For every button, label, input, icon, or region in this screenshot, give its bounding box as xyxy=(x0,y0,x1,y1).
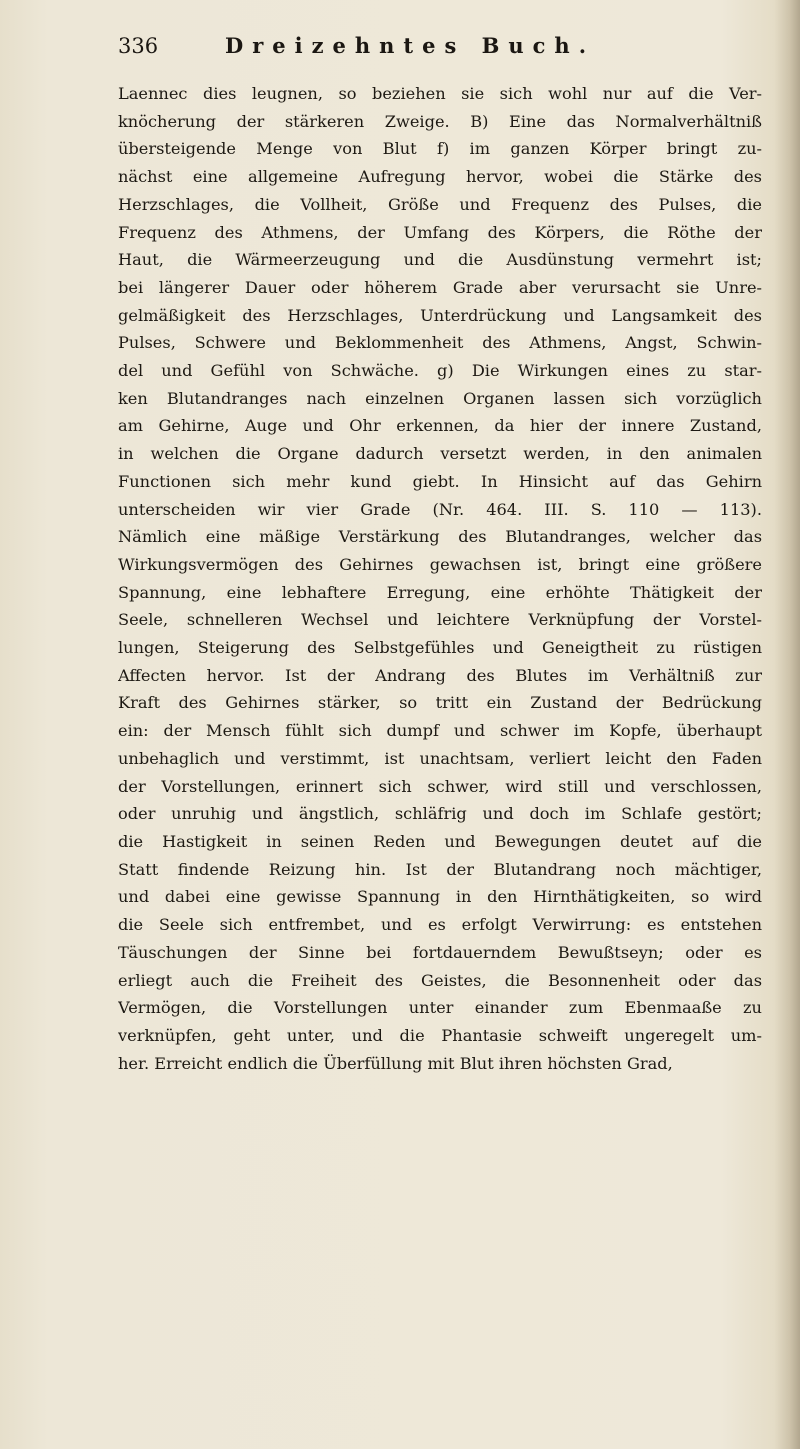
text-line: her. Erreicht endlich die Überfüllung mit Blut ihren höchsten Grad, xyxy=(118,1053,673,1073)
body-text xyxy=(118,80,762,1077)
text-line: knöcherung der stärkeren Zweige. B) Eine das Normalverhältniß xyxy=(118,111,762,131)
text-line: Statt findende Reizung hin. Ist der Blutandrang noch mächtiger, xyxy=(118,859,762,879)
text-line: die Seele sich entfrembet, und es erfolgt Verwirrung: es entstehen xyxy=(118,915,762,935)
text-line: Nämlich eine mäßige Verstärkung des Blutandranges, welcher das xyxy=(118,527,762,547)
text-line: Vermögen, die Vorstellungen unter einander zum Ebenmaaße zu xyxy=(118,998,762,1018)
text-line: Pulses, Schwere und Beklommenheit des Athmens, Angst, Schwin- xyxy=(118,333,762,353)
text-line: Kraft des Gehirnes stärker, so tritt ein Zustand der Bedrückung xyxy=(118,693,762,713)
text-line: Haut, die Wärmeerzeugung und die Ausdünstung vermehrt ist; xyxy=(118,250,762,270)
text-line: Functionen sich mehr kund giebt. In Hinsicht auf das Gehirn xyxy=(118,471,762,491)
text-line: unbehaglich und verstimmt, ist unachtsam, verliert leicht den Faden xyxy=(118,748,762,768)
text-line: übersteigende Menge von Blut f) im ganzen Körper bringt zu- xyxy=(118,139,762,159)
text-line: der Vorstellungen, erinnert sich schwer, wird still und verschlossen, xyxy=(118,776,762,796)
text-line: Täuschungen der Sinne bei fortdauerndem Bewußtseyn; oder es xyxy=(118,942,762,962)
text-line: und dabei eine gewisse Spannung in den Hirnthätigkeiten, so wird xyxy=(118,887,762,907)
text-line: Affecten hervor. Ist der Andrang des Blutes im Verhältniß zur xyxy=(118,665,762,685)
text-line: Frequenz des Athmens, der Umfang des Körpers, die Röthe der xyxy=(118,222,762,242)
text-line: unterscheiden wir vier Grade (Nr. 464. III. S. 110 — 113). xyxy=(118,499,762,519)
text-line: Herzschlages, die Vollheit, Größe und Frequenz des Pulses, die xyxy=(118,194,762,214)
text-line: erliegt auch die Freiheit des Geistes, die Besonnenheit oder das xyxy=(118,970,762,990)
text-line: am Gehirne, Auge und Ohr erkennen, da hier der innere Zustand, xyxy=(118,416,762,436)
text-line: nächst eine allgemeine Aufregung hervor, wobei die Stärke des xyxy=(118,167,762,187)
running-head xyxy=(118,26,758,66)
text-line: ken Blutandranges nach einzelnen Organen lassen sich vorzüglich xyxy=(118,388,762,408)
text-line: bei längerer Dauer oder höherem Grade aber verursacht sie Unre- xyxy=(118,277,762,297)
text-line: Seele, schnelleren Wechsel und leichtere Verknüpfung der Vorstel- xyxy=(118,610,762,630)
text-line: ein: der Mensch fühlt sich dumpf und schwer im Kopfe, überhaupt xyxy=(118,721,762,741)
text-line: Laennec dies leugnen, so beziehen sie sich wohl nur auf die Ver- xyxy=(118,84,762,103)
page-number: 336 xyxy=(118,34,159,58)
text-line: lungen, Steigerung des Selbstgefühles und Geneigtheit zu rüstigen xyxy=(118,638,762,658)
page-edge-shadow xyxy=(774,0,800,1449)
text-line: in welchen die Organe dadurch versetzt werden, in den animalen xyxy=(118,444,762,464)
text-line: oder unruhig und ängstlich, schläfrig und doch im Schlafe gestört; xyxy=(118,804,762,824)
text-line: verknüpfen, geht unter, und die Phantasie schweift ungeregelt um- xyxy=(118,1025,762,1045)
text-line: Wirkungsvermögen des Gehirnes gewachsen ist, bringt eine größere xyxy=(118,554,762,574)
text-line: Spannung, eine lebhaftere Erregung, eine erhöhte Thätigkeit der xyxy=(118,582,762,602)
text-line: del und Gefühl von Schwäche. g) Die Wirkungen eines zu star- xyxy=(118,361,762,381)
text-line: die Hastigkeit in seinen Reden und Bewegungen deutet auf die xyxy=(118,831,762,851)
running-title: Dreizehntes Buch. xyxy=(225,33,596,58)
text-line: gelmäßigkeit des Herzschlages, Unterdrückung und Langsamkeit des xyxy=(118,305,762,325)
